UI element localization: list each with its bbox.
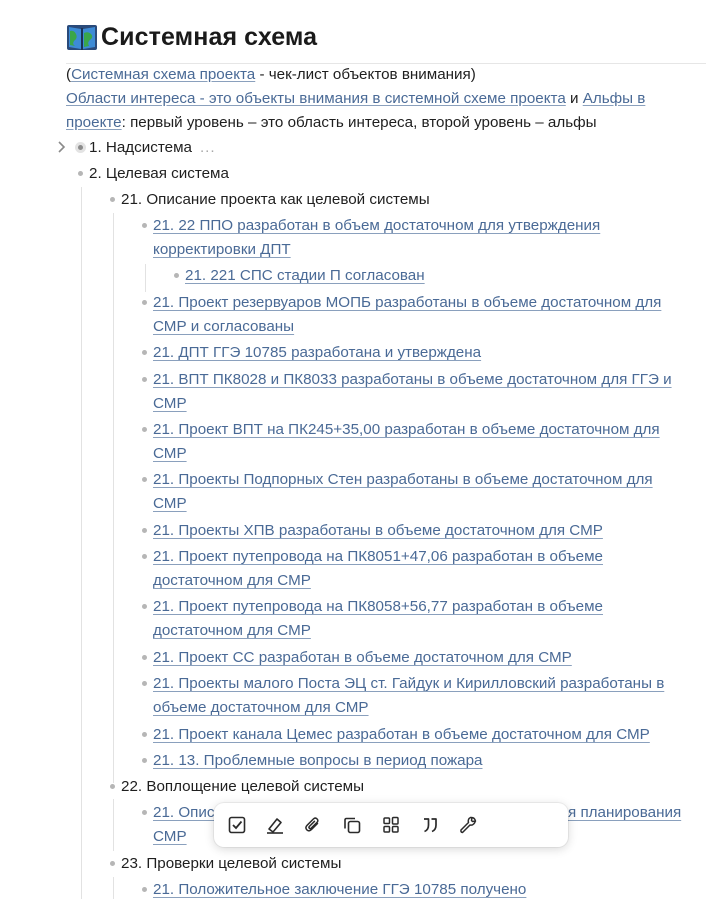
bullet[interactable] bbox=[174, 273, 179, 278]
list-item-cont[interactable]: корректировки ДПТ bbox=[153, 241, 291, 258]
list-item[interactable]: 21. 221 СПС стадии П согласован bbox=[185, 267, 425, 284]
list-item[interactable]: 21. Проект канала Цемес разработан в объеме достаточном для СМР bbox=[153, 726, 650, 743]
page-title: Системная схема bbox=[101, 22, 318, 51]
bullet[interactable] bbox=[142, 223, 147, 228]
list-item[interactable]: 21. Проект резервуаров МОПБ разработаны в объеме достаточном для bbox=[153, 294, 662, 311]
copy-icon bbox=[342, 815, 362, 835]
bullet[interactable] bbox=[142, 350, 147, 355]
bullet[interactable] bbox=[110, 861, 115, 866]
outline-item-checks[interactable]: 23. Проверки целевой системы bbox=[121, 855, 342, 872]
bullet[interactable] bbox=[78, 171, 83, 176]
highlight-button[interactable] bbox=[261, 811, 289, 839]
bullet[interactable] bbox=[142, 477, 147, 482]
bullet[interactable] bbox=[142, 427, 147, 432]
indent-guide bbox=[113, 213, 114, 783]
tools-button[interactable] bbox=[454, 811, 482, 839]
list-item[interactable]: 21. Проект путепровода на ПК8058+56,77 разработан в объеме bbox=[153, 598, 603, 615]
list-item[interactable]: 21. ВПТ ПК8028 и ПК8033 разработаны в объеме достаточном для ГГЭ и bbox=[153, 371, 672, 388]
alphas-link-cont[interactable]: проекте bbox=[66, 114, 122, 131]
wrench-icon bbox=[458, 815, 478, 835]
quote-button[interactable] bbox=[416, 811, 444, 839]
list-item[interactable]: 21. Опис bbox=[153, 804, 215, 821]
map-book-icon bbox=[66, 21, 98, 53]
bullet[interactable] bbox=[142, 655, 147, 660]
bullet[interactable] bbox=[142, 554, 147, 559]
bullet[interactable] bbox=[142, 528, 147, 533]
indent-guide bbox=[113, 799, 114, 851]
bullet[interactable] bbox=[142, 604, 147, 609]
bullet[interactable] bbox=[110, 784, 115, 789]
list-item-tail[interactable]: я планирования bbox=[568, 804, 682, 821]
list-item[interactable]: 21. Проекты малого Поста ЭЦ ст. Гайдук и Кирилловский разработаны в bbox=[153, 675, 665, 692]
bullet[interactable] bbox=[142, 377, 147, 382]
outline-item-embodiment[interactable]: 22. Воплощение целевой системы bbox=[121, 778, 365, 795]
list-item-cont[interactable]: СМР bbox=[153, 495, 187, 512]
quote-icon bbox=[420, 815, 440, 835]
expand-chevron-icon[interactable] bbox=[56, 139, 68, 155]
bullet[interactable] bbox=[142, 887, 147, 892]
bullet[interactable] bbox=[142, 732, 147, 737]
intro-line-1: (Системная схема проекта - чек-лист объектов внимания) bbox=[66, 66, 476, 83]
bullet[interactable] bbox=[142, 681, 147, 686]
bullet[interactable] bbox=[110, 197, 115, 202]
list-item[interactable]: 21. Проект ВПТ на ПК245+35,00 разработан в объеме достаточном для bbox=[153, 421, 660, 438]
collapsed-ellipsis[interactable]: ... bbox=[199, 139, 216, 156]
bullet[interactable] bbox=[142, 810, 147, 815]
indent-guide bbox=[81, 187, 82, 899]
blocks-button[interactable] bbox=[377, 811, 405, 839]
list-item[interactable]: 21. Проекты Подпорных Стен разработаны в объеме достаточном для bbox=[153, 471, 653, 488]
system-scheme-link[interactable]: Системная схема проекта bbox=[71, 66, 256, 83]
bullet[interactable] bbox=[142, 758, 147, 763]
intro-line-2: Области интереса - это объекты внимания в системной схеме проекта и Альфы в bbox=[66, 90, 646, 107]
blocks-icon bbox=[381, 815, 401, 835]
list-item-cont[interactable]: СМР bbox=[153, 828, 187, 845]
list-item-cont[interactable]: достаточном для СМР bbox=[153, 572, 311, 589]
highlighter-icon bbox=[265, 815, 285, 835]
attach-button[interactable] bbox=[299, 811, 327, 839]
outline-item-target-system[interactable]: 2. Целевая система bbox=[89, 165, 229, 182]
list-item-cont[interactable]: СМР bbox=[153, 445, 187, 462]
checkbox-icon bbox=[227, 815, 247, 835]
list-item[interactable]: 21. 13. Проблемные вопросы в период пожара bbox=[153, 752, 483, 769]
outline-item-supersystem[interactable]: 1. Надсистема ... bbox=[89, 139, 216, 156]
floating-toolbar bbox=[214, 803, 568, 847]
indent-guide bbox=[113, 877, 114, 899]
paperclip-icon bbox=[303, 815, 323, 835]
list-item[interactable]: 21. Проект путепровода на ПК8051+47,06 разработан в объеме bbox=[153, 548, 603, 565]
list-item[interactable]: 21. 22 ППО разработан в объем достаточном для утверждения bbox=[153, 217, 601, 234]
list-item-cont[interactable]: СМР и согласованы bbox=[153, 318, 295, 335]
list-item-cont[interactable]: СМР bbox=[153, 395, 187, 412]
list-item-cont[interactable]: достаточном для СМР bbox=[153, 622, 311, 639]
areas-of-interest-link[interactable]: Области интереса - это объекты внимания в системной схеме проекта bbox=[66, 90, 566, 107]
outline-item-description[interactable]: 21. Описание проекта как целевой системы bbox=[121, 191, 430, 208]
list-item-cont[interactable]: объеме достаточном для СМР bbox=[153, 699, 369, 716]
copy-button[interactable] bbox=[338, 811, 366, 839]
list-item[interactable]: 21. Положительное заключение ГГЭ 10785 получено bbox=[153, 881, 527, 898]
page-header bbox=[66, 18, 317, 56]
bullet[interactable] bbox=[142, 300, 147, 305]
checkbox-button[interactable] bbox=[223, 811, 251, 839]
list-item[interactable]: 21. Проект СС разработан в объеме достаточном для СМР bbox=[153, 649, 572, 666]
intro-line-3: проекте: первый уровень – это область интереса, второй уровень – альфы bbox=[66, 114, 597, 131]
list-item[interactable]: 21. ДПТ ГГЭ 10785 разработана и утверждена bbox=[153, 344, 482, 361]
bullet-collapsed[interactable] bbox=[75, 142, 86, 153]
alphas-link[interactable]: Альфы в bbox=[582, 90, 646, 107]
list-item[interactable]: 21. Проекты ХПВ разработаны в объеме достаточном для СМР bbox=[153, 522, 603, 539]
indent-guide bbox=[145, 264, 146, 292]
